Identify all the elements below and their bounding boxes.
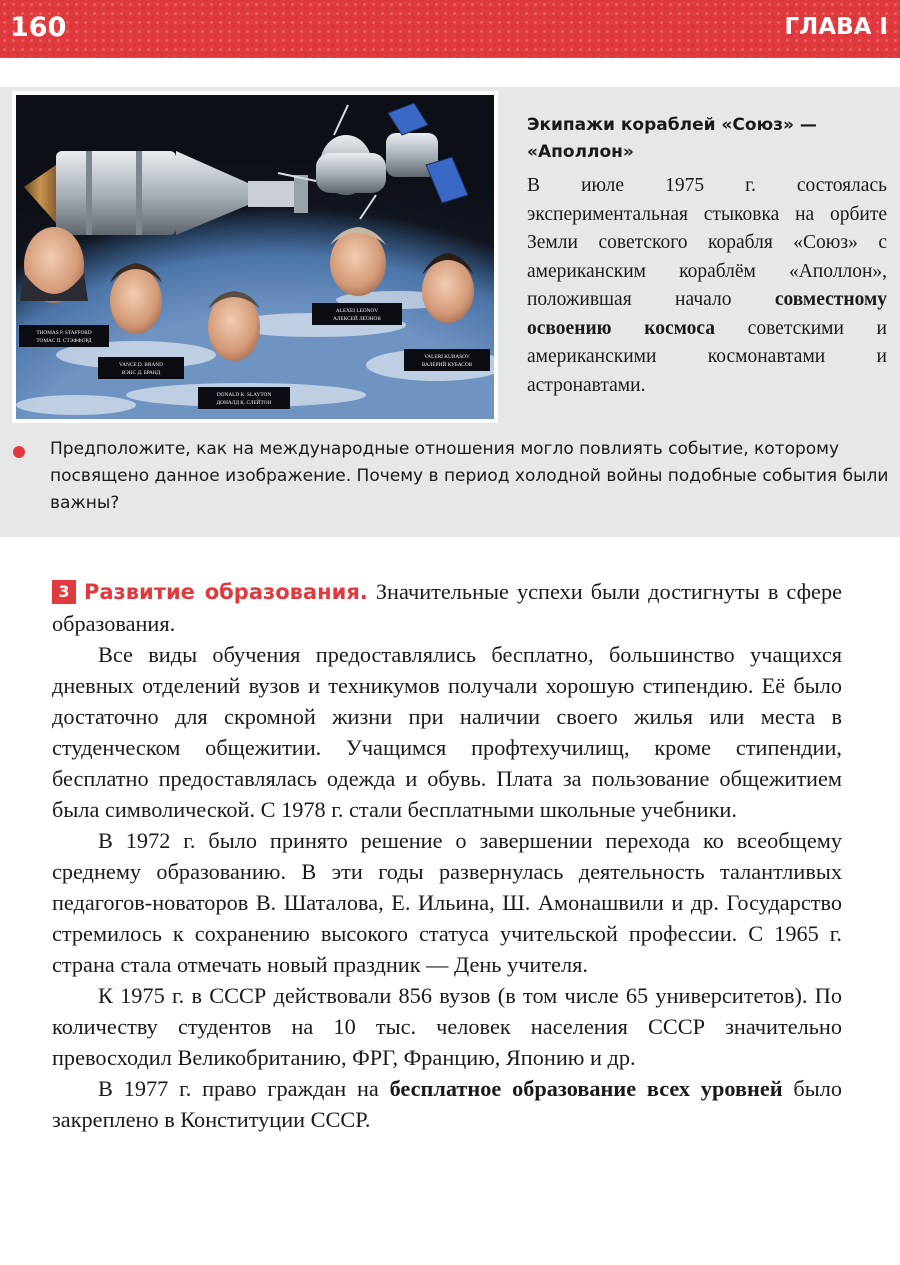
page-header (0, 0, 900, 58)
last-part-3: было закреплено в Конституции СССР. (52, 1076, 842, 1132)
section-lead: Значительные успехи были достигнуты в сфере образования. (52, 579, 842, 636)
section-body (52, 576, 842, 1135)
caption-part-3: советскими и американскими космонавтами и астронавтами. (527, 317, 887, 396)
label-slayton-ru: ДОНАЛД К. СЛЕЙТОН (216, 400, 272, 406)
section-number-badge: 3 (52, 580, 76, 604)
paragraph: В 1972 г. было принято решение о завершении перехода ко всеобщему среднему образованию. В эти годы развернулась деятельность талантливых педагогов-новаторов В. Шаталова, Е. Ильина, Ш. Амонашвили и др. Государство стремилось к сохранению высокого статуса учительской профессии. С 1965 г. страна стала отмечать новый праздник — День учителя. (52, 828, 842, 977)
paragraph-last (52, 1073, 842, 1135)
label-stafford-en: THOMAS P. STAFFORD (36, 330, 92, 336)
last-part-1: В 1977 г. право граждан на (98, 1076, 390, 1101)
paragraph: Все виды обучения предоставлялись бесплатно, большинство учащихся дневных отделений вузов и техникумов получали хорошую стипендию. Её было достаточно для скромной жизни при наличии своего жилья или места в студенческом общежитии. Учащимся профтехучилищ, кроме стипендии, бесплатно предоставлялась одежда и обувь. Плата за пользование общежитием была символической. С 1978 г. стали бесплатными школьные учебники. (52, 642, 842, 822)
question-text: Предположите, как на международные отношения могло повлиять событие, которому посвящено данное изображение. Почему в период холодной войны подобные события были важны? (50, 439, 889, 513)
last-bold-part: бесплатное образование всех уровней (389, 1076, 783, 1101)
chapter-label: ГЛАВА I (784, 14, 888, 40)
label-stafford-ru: ТОМАС П. СТЭФФОРД (36, 338, 92, 344)
page-number: 160 (10, 12, 67, 43)
section-title: Развитие образования. (84, 580, 368, 604)
label-slayton-en: DONALD K. SLAYTON (216, 392, 272, 398)
label-kubasov-ru: ВАЛЕРИЙ КУБАСОВ (421, 362, 473, 368)
label-brand-en: VANCE D. BRAND (119, 362, 163, 368)
figure-caption-title: Экипажи кораблей «Союз» — «Аполлон» (527, 115, 817, 162)
label-kubasov-en: VALERI KUBASOV (424, 354, 470, 360)
label-leonov-ru: АЛЕКСЕЙ ЛЕОНОВ (333, 316, 381, 322)
caption-part-1: В июле 1975 г. состоялась экспериментальная стыковка на орбите Земли советского корабля «Союз» с американским кораблём «Аполлон», положившая начало (527, 175, 887, 310)
label-leonov-en: ALEXEI LEONOV (335, 308, 379, 314)
bullet-dot-icon (13, 446, 25, 458)
figure-caption-text (527, 172, 887, 400)
soyuz-apollo-photo (12, 91, 498, 423)
label-brand-ru: ВЭНС Д. БРАНД (121, 370, 161, 376)
paragraph: К 1975 г. в СССР действовали 856 вузов (в том числе 65 университетов). По количеству студентов на 10 тыс. человек населения СССР значительно превосходил Великобританию, ФРГ, Францию, Японию и др. (52, 983, 842, 1070)
section-heading-paragraph (52, 576, 842, 639)
caption-bold-part: совместному освоению космоса (527, 289, 887, 339)
